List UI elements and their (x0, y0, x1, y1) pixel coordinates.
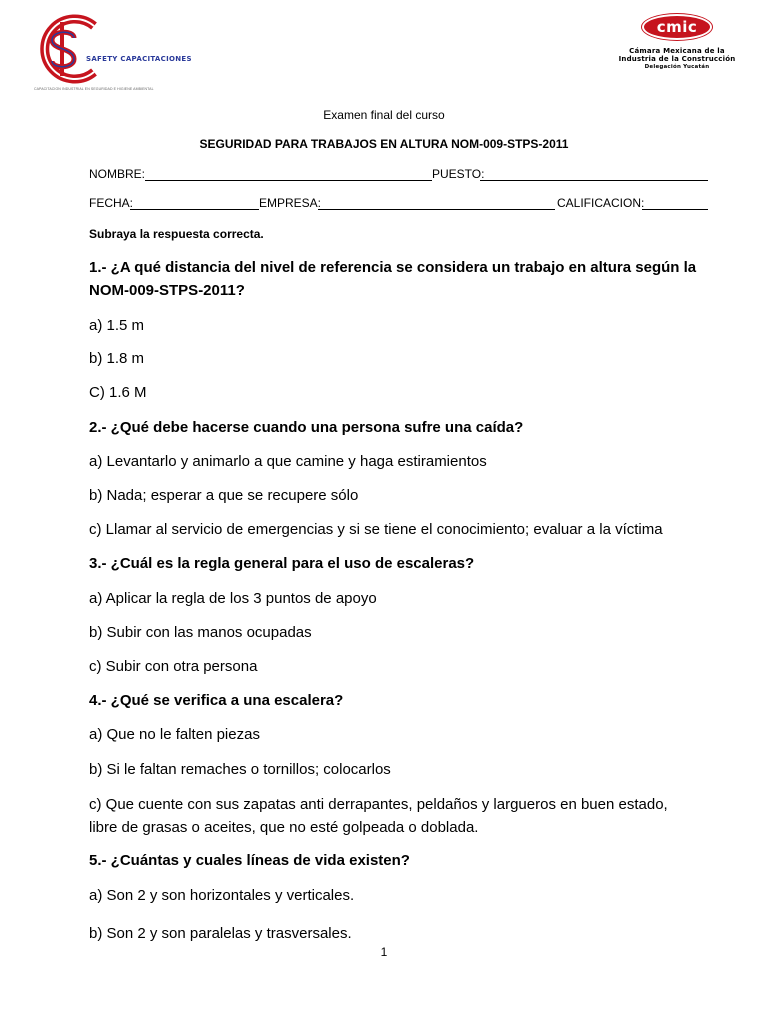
page-number: 1 (380, 945, 388, 959)
cmic-line-3: Delegación Yucatán (644, 64, 710, 70)
safety-logo-icon (30, 12, 100, 86)
question-1-line-1: 1.- ¿A qué distancia del nivel de referencia se considera un trabajo en altura según la (89, 259, 697, 276)
fecha-label: FECHA: (89, 196, 134, 210)
answer-4c-line-2[interactable]: libre de grasas o aceites, que no esté golpeada o doblada. (89, 819, 479, 836)
answer-3b[interactable]: b) Subir con las manos ocupadas (89, 624, 312, 641)
cmic-line-2: Industria de la Construcción (618, 55, 736, 63)
answer-1a[interactable]: a) 1.5 m (89, 317, 145, 334)
answer-4c-line-1[interactable]: c) Que cuente con sus zapatas anti derrapantes, peldaños y largueros en buen estado, (89, 796, 668, 813)
answer-5a[interactable]: a) Son 2 y son horizontales y verticales. (89, 887, 355, 904)
answer-5b[interactable]: b) Son 2 y son paralelas y trasversales. (89, 925, 352, 942)
answer-4a[interactable]: a) Que no le falten piezas (89, 726, 260, 743)
nombre-field[interactable] (145, 180, 432, 181)
empresa-field[interactable] (318, 209, 555, 210)
answer-3c[interactable]: c) Subir con otra persona (89, 658, 258, 675)
cmic-mark: cmic (642, 14, 712, 40)
question-4: 4.- ¿Qué se verifica a una escalera? (89, 692, 344, 709)
question-3: 3.- ¿Cuál es la regla general para el uso de escaleras? (89, 555, 475, 572)
answer-3a[interactable]: a) Aplicar la regla de los 3 puntos de apoyo (89, 590, 377, 607)
answer-1c[interactable]: C) 1.6 M (89, 384, 147, 401)
safety-logo-tagline: CAPACITACION INDUSTRIAL EN SEGURIDAD E HIGIENE AMBIENTAL (34, 87, 154, 91)
answer-1b[interactable]: b) 1.8 m (89, 350, 145, 367)
fecha-field[interactable] (130, 209, 259, 210)
puesto-field[interactable] (480, 180, 708, 181)
exam-title: Examen final del curso (323, 108, 445, 122)
form-row-2 (89, 196, 709, 214)
course-title: SEGURIDAD PARA TRABAJOS EN ALTURA NOM-009-STPS-2011 (199, 137, 569, 151)
nombre-label: NOMBRE: (89, 167, 146, 181)
question-1-line-2: NOM-009-STPS-2011? (89, 282, 245, 299)
calificacion-field[interactable] (642, 209, 708, 210)
instruction: Subraya la respuesta correcta. (89, 227, 264, 241)
calificacion-label: CALIFICACION: (557, 196, 645, 210)
answer-4b[interactable]: b) Si le faltan remaches o tornillos; colocarlos (89, 761, 391, 778)
form-row-1 (89, 167, 709, 185)
safety-logo-text: SAFETY CAPACITACIONES (86, 55, 192, 63)
safety-logo (30, 12, 192, 91)
question-5: 5.- ¿Cuántas y cuales líneas de vida existen? (89, 852, 410, 869)
cmic-logo (614, 14, 740, 86)
puesto-label: PUESTO: (432, 167, 485, 181)
answer-2c[interactable]: c) Llamar al servicio de emergencias y si se tiene el conocimiento; evaluar a la víctima (89, 521, 663, 538)
empresa-label: EMPRESA: (259, 196, 322, 210)
question-2: 2.- ¿Qué debe hacerse cuando una persona sufre una caída? (89, 419, 524, 436)
answer-2b[interactable]: b) Nada; esperar a que se recupere sólo (89, 487, 359, 504)
answer-2a[interactable]: a) Levantarlo y animarlo a que camine y haga estiramientos (89, 453, 487, 470)
cmic-line-1: Cámara Mexicana de la (629, 47, 725, 55)
